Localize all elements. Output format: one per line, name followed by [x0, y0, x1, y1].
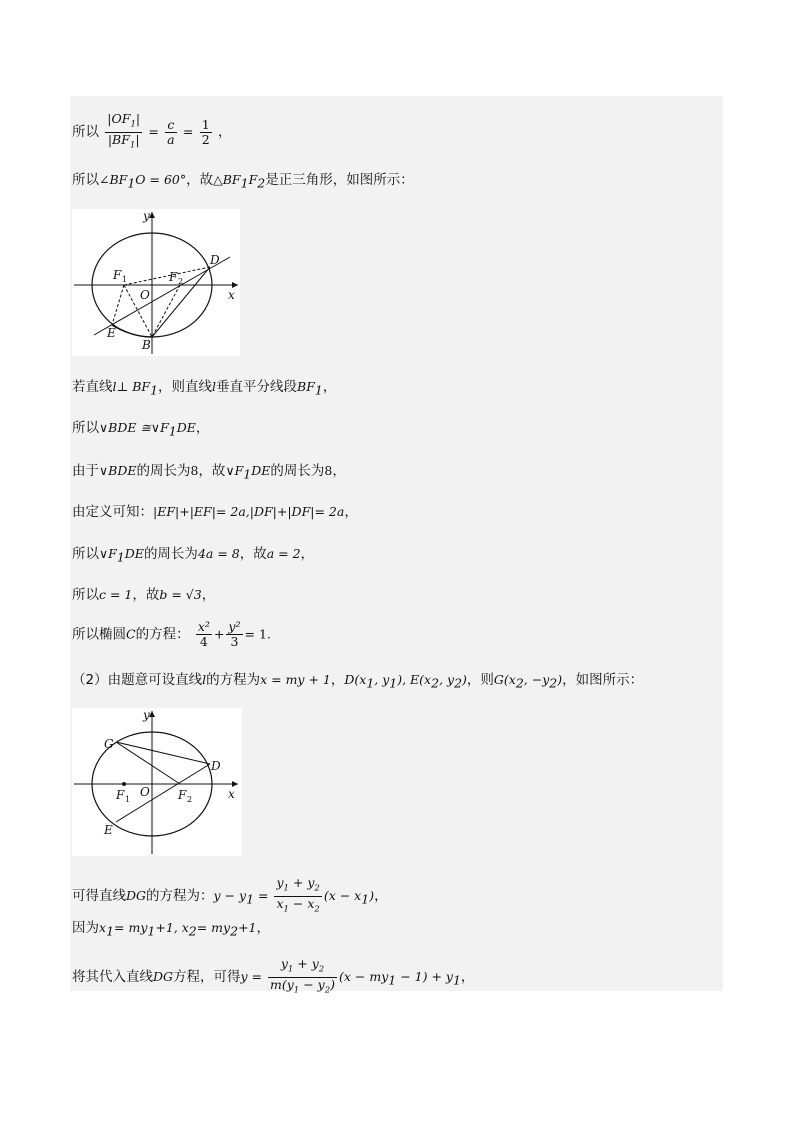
line-11: 可得直线DG的方程为：$y - y_1$ = $\frac{y_1 + y_2}{x_1 - x_2}$ $(x - x_1)$， — [72, 875, 388, 914]
line-3: 若直线l⊥ $BF_1$，则直线l垂直平分线段$BF_1$， — [72, 379, 337, 398]
line-12: 因为$x_1= my_1+1$, $x_2= my_2+1$， — [72, 920, 270, 939]
label-y: y — [143, 209, 150, 223]
label-F2: F — [178, 788, 187, 802]
line-4: 所以∨BDE $≅\vee F_1DE$， — [72, 420, 210, 439]
label-x: x — [228, 288, 235, 302]
label-B: B — [142, 338, 151, 352]
y-axis-arrow — [149, 212, 155, 218]
figure-2-ellipse-GDE — [72, 708, 242, 856]
label-F1: F — [116, 788, 125, 802]
figure-1-ellipse-triangle — [72, 209, 240, 356]
svg-text:1: 1 — [122, 275, 128, 284]
svg-text:2: 2 — [187, 795, 193, 804]
slope-fraction-1: $\frac{y_1 + y_2}{x_1 - x_2}$ — [276, 875, 320, 914]
label-F2: F — [169, 270, 178, 284]
label-E: E — [104, 823, 113, 837]
y2-over-3: $\frac{\text{y²}}{3}$ — [228, 619, 241, 649]
svg-text:1: 1 — [125, 795, 131, 804]
svg-text:2: 2 — [178, 277, 184, 286]
label-F1: F — [113, 268, 122, 282]
x2-over-4: $\frac{\text{x²}}{4}$ — [197, 619, 210, 649]
label-x: x — [228, 787, 235, 801]
label-D: D — [210, 253, 220, 267]
segment-GF2 — [116, 742, 180, 784]
one-half-fraction: $\frac{1}{2}$ — [201, 116, 210, 147]
point-F1 — [122, 782, 126, 786]
label-E: E — [107, 326, 116, 340]
line-7: 所以$\vee F_1DE$的周长为4a = 8，故a = 2， — [72, 546, 315, 565]
label-y: y — [143, 708, 150, 722]
line-13: 将其代入直线DG方程，可得y = $\frac{y_1 + y_2}{m(y_1 - y_2)}$ $(x - my_1 - 1) + y_1$， — [72, 956, 475, 995]
line-8: 所以c = 1，故b = √3， — [72, 587, 216, 603]
c-over-a-fraction: $\frac{c}{a}$ — [167, 116, 175, 147]
label-D: D — [211, 759, 221, 773]
label-O: O — [140, 785, 150, 799]
label-O: O — [140, 288, 150, 302]
label-G: G — [104, 737, 114, 751]
line-2: 所以$\angle BF_1O = 60^\circ$，故$\triangle BF_1F_2$是正三角形，如图所示： — [72, 172, 414, 191]
ratio-fraction: $\frac{|OF_1|}{|BF_1|}$ — [107, 111, 141, 150]
line-5: 由于∨BDE的周长为8，故$\vee F_1DE$的周长为8， — [72, 463, 346, 482]
line-10: （2）由题意可设直线l的方程为x = my + 1，$D(x_1$, $y_1$), $E(x_2$, $y_2$)，则$G(x_2$, $-y_2$)，如图所示： — [72, 672, 644, 691]
line-9: 所以椭圆C的方程： $\frac{\text{x²}}{4}$ + $\frac{\text{y²}}{3}$ = 1. — [72, 619, 271, 649]
y-axis-arrow — [149, 711, 155, 717]
slope-fraction-2: $\frac{y_1 + y_2}{m(y_1 - y_2)}$ — [270, 956, 336, 995]
line-1: 所以 $\frac{|OF_1|}{|BF_1|}$ = $\frac{c}{a}$ = $\frac{1}{2}$ ， — [72, 111, 232, 150]
segment-GD — [116, 742, 210, 764]
line-6: 由定义可知：|EF|+|EF|= 2a,|DF|+|DF|= 2a， — [72, 504, 358, 520]
segment-F2B — [152, 285, 180, 337]
